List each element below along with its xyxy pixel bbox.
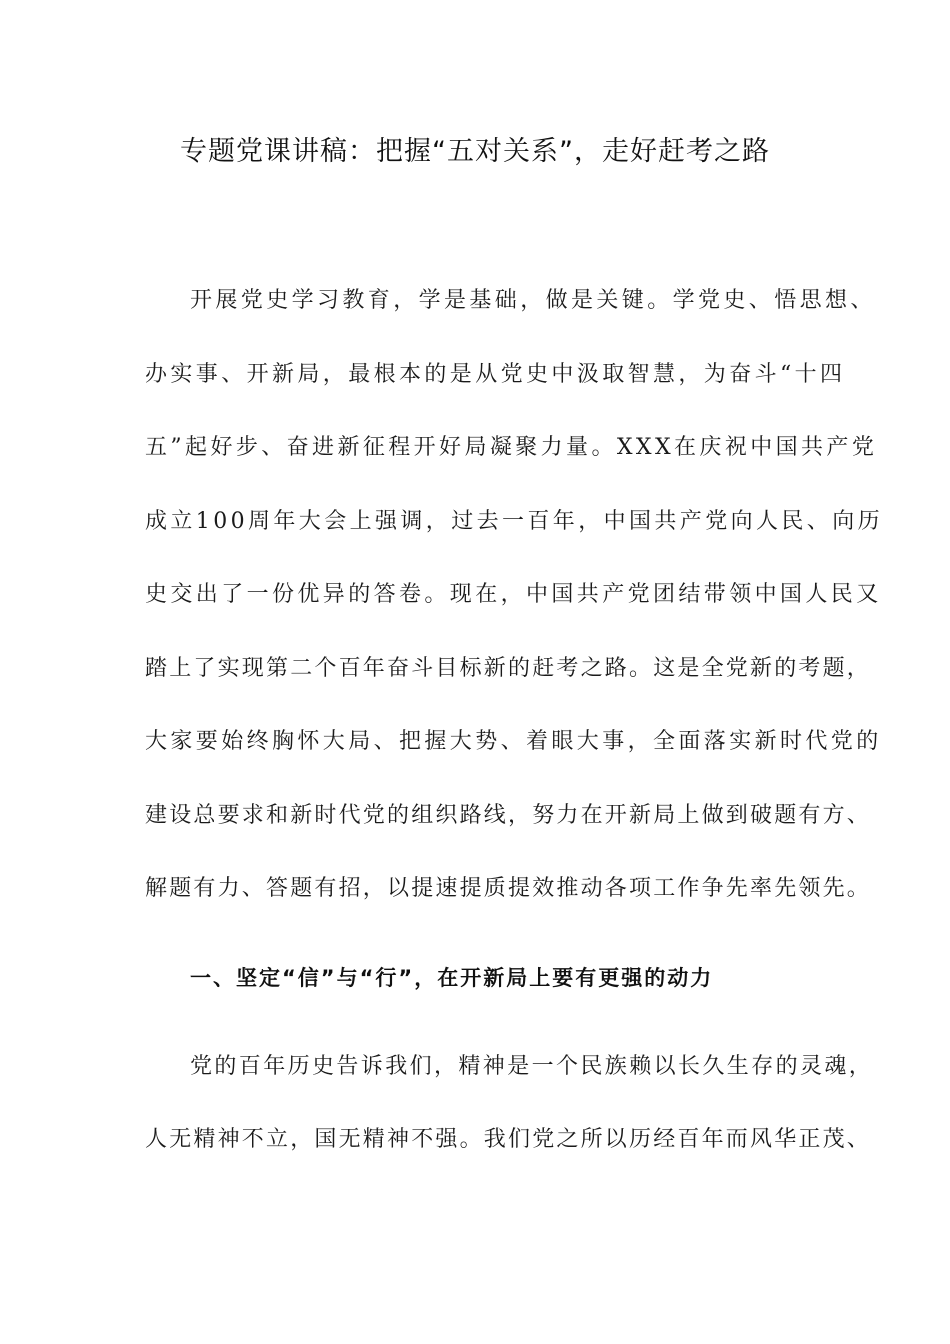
paragraph-line: 建设总要求和新时代党的组织路线，努力在开新局上做到破题有方、 <box>145 803 872 828</box>
document-title: 专题党课讲稿：把握“五对关系”，走好赶考之路 <box>180 136 770 167</box>
paragraph-line: 办实事、开新局，最根本的是从党史中汲取智慧，为奋斗“十四 <box>145 362 846 387</box>
paragraph-line: 五”起好步、奋进新征程开好局凝聚力量。XXX在庆祝中国共产党 <box>145 435 878 460</box>
paragraph-line: 解题有力、答题有招，以提速提质提效推动各项工作争先率先领先。 <box>145 876 872 901</box>
section-heading: 一、坚定“信”与“行”，在开新局上要有更强的动力 <box>190 966 714 990</box>
paragraph-line: 史交出了一份优异的答卷。现在，中国共产党团结带领中国人民又 <box>145 582 882 607</box>
paragraph-line: 踏上了实现第二个百年奋斗目标新的赶考之路。这是全党新的考题， <box>145 656 872 681</box>
paragraph-line: 成立100周年大会上强调，过去一百年，中国共产党向人民、向历 <box>145 509 883 534</box>
paragraph-line: 人无精神不立，国无精神不强。我们党之所以历经百年而风华正茂、 <box>145 1127 872 1152</box>
paragraph-line: 开展党史学习教育，学是基础，做是关键。学党史、悟思想、 <box>190 288 876 313</box>
paragraph-line: 大家要始终胸怀大局、把握大势、着眼大事，全面落实新时代党的 <box>145 729 882 754</box>
paragraph-line: 党的百年历史告诉我们，精神是一个民族赖以长久生存的灵魂， <box>190 1054 874 1079</box>
